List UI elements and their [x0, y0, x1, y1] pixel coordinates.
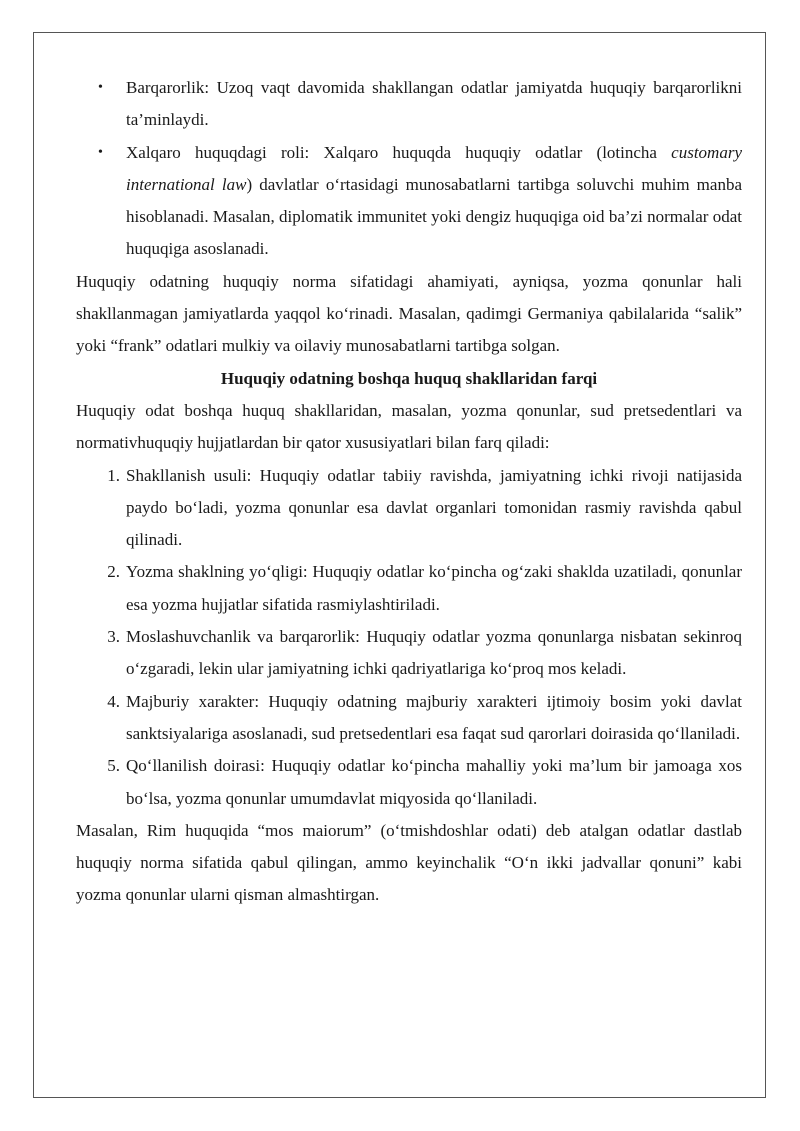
- list-number: 5.: [107, 756, 120, 776]
- document-body: [76, 72, 742, 912]
- list-item-text: Barqarorlik: Uzoq vaqt davomida shakllangan odatlar jamiyatda huquqiy barqarorlikni ta’minlaydi.: [126, 78, 742, 130]
- bullet-list: [76, 72, 742, 266]
- list-item: [76, 556, 742, 621]
- paragraph: Huquqiy odatning huquqiy norma sifatidagi ahamiyati, ayniqsa, yozma qonunlar hali shakllanmagan jamiyatlarda yaqqol ko‘rinadi. Masalan, qadimgi Germaniya qabilalarida “salik” yoki “frank” odatlari mulkiy va oilaviy munosabatlarni tartibga solgan.: [76, 271, 742, 356]
- list-item: [76, 686, 742, 751]
- list-item-text: Yozma shaklning yo‘qligi: Huquqiy odatlar ko‘pincha og‘zaki shaklda uzatiladi, qonunlar esa yozma hujjatlar sifatida rasmiylashtiriladi.: [126, 562, 742, 614]
- list-item-text: Shakllanish usuli: Huquqiy odatlar tabiiy ravishda, jamiyatning ichki rivoji natijasida paydo bo‘ladi, yozma qonunlar esa davlat organlari tomonidan rasmiy ravishda qabul qilinadi.: [126, 465, 742, 550]
- list-number: 2.: [107, 562, 120, 582]
- numbered-list: [76, 460, 742, 815]
- list-item-text-italic: customary international law: [126, 142, 742, 194]
- list-item: [76, 460, 742, 557]
- list-number: 3.: [107, 627, 120, 647]
- paragraph: Masalan, Rim huquqida “mos maiorum” (o‘tmishdoshlar odati) deb atalgan odatlar dastlab huquqiy norma sifatida qabul qilingan, ammo keyinchalik “O‘n ikki jadvallar qonuni” kabi yozma qonunlar ularni qisman almashtirgan.: [76, 820, 742, 905]
- list-item: [76, 72, 742, 137]
- list-item: [76, 621, 742, 686]
- list-item-text: Moslashuvchanlik va barqarorlik: Huquqiy odatlar yozma qonunlarga nisbatan sekinroq o‘zgaradi, lekin ular jamiyatning ichki qadriyatlariga ko‘proq mos keladi.: [126, 627, 742, 679]
- list-item-text: Majburiy xarakter: Huquqiy odatning majburiy xarakteri ijtimoiy bosim yoki davlat sanktsiyalariga asoslanadi, sud pretsedentlari esa faqat sud qarorlari doirasida qo‘llaniladi.: [126, 691, 742, 743]
- paragraph: Huquqiy odat boshqa huquq shakllaridan, masalan, yozma qonunlar, sud pretsedentlari va normativhuquqiy hujjatlardan bir qator xususiyatlari bilan farq qiladi:: [76, 400, 742, 453]
- list-item: [76, 137, 742, 266]
- list-item: [76, 750, 742, 815]
- list-item-text-start: Xalqaro huquqdagi roli: Xalqaro huquqda huquqiy odatlar (lotincha: [126, 142, 672, 162]
- list-number: 4.: [107, 691, 120, 711]
- bullet-marker: •: [98, 144, 103, 160]
- section-heading: Huquqiy odatning boshqa huquq shakllaridan farqi: [220, 368, 598, 388]
- bullet-marker: •: [98, 80, 103, 95]
- list-item-text: Qo‘llanilish doirasi: Huquqiy odatlar ko‘pincha mahalliy yoki ma’lum bir jamoaga xos bo‘lsa, yozma qonunlar umumdavlat miqyosida qo‘llaniladi.: [126, 756, 742, 808]
- list-item-text-end: ) davlatlar o‘rtasidagi munosabatlarni tartibga soluvchi muhim manba hisoblanadi. Masalan, diplomatik immunitet yoki dengiz huquqiga oid ba’zi normalar odat huquqiga asoslanadi.: [126, 174, 742, 259]
- list-number: 1.: [107, 465, 120, 485]
